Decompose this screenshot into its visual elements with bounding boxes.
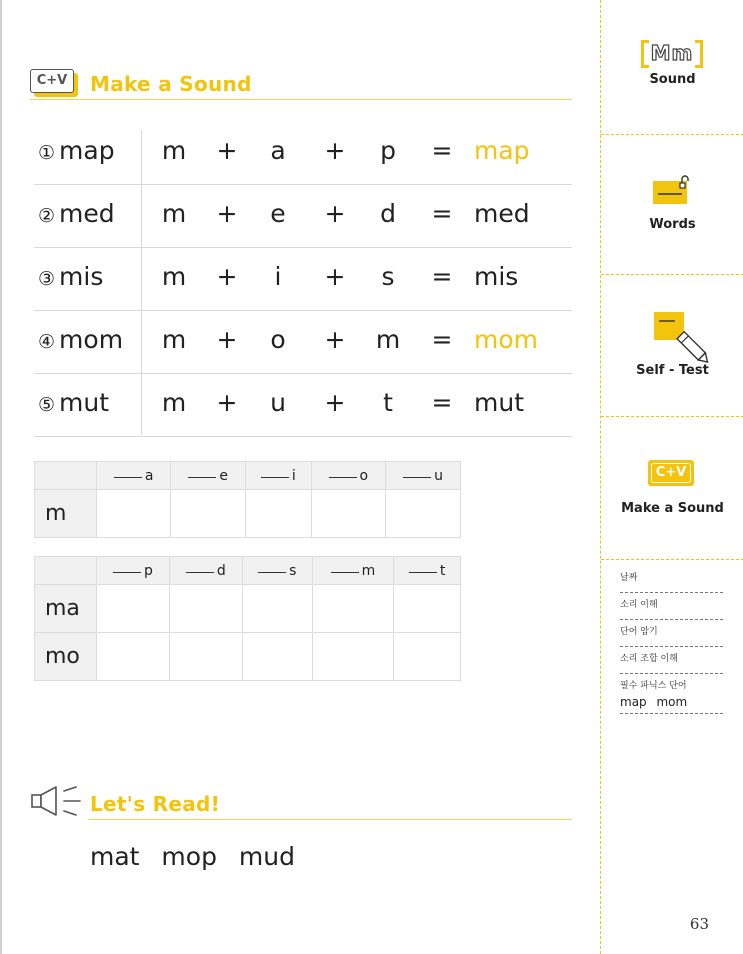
cv-badge-icon: C+V [30, 69, 78, 97]
answer-cell[interactable] [97, 585, 170, 633]
operator-symbol: + [324, 388, 346, 417]
sidebar-label: Words [649, 217, 696, 232]
answer-cell[interactable] [242, 633, 312, 681]
operator-symbol: = [431, 136, 453, 165]
operator-symbol: + [216, 325, 238, 354]
answer-cell[interactable] [312, 633, 393, 681]
checklist-item[interactable]: 단어 암기 [620, 620, 723, 647]
mm-badge-icon: Mm [641, 40, 703, 68]
operator-symbol: + [324, 262, 346, 291]
word-text: map [59, 136, 115, 165]
vowel-grid [34, 461, 461, 538]
sidebar-label: Self - Test [636, 363, 709, 378]
sidebar-item-words[interactable] [601, 135, 743, 275]
grid-row-label: m [35, 490, 97, 538]
equation-result: med [474, 199, 530, 228]
answer-cell[interactable] [169, 633, 242, 681]
grid-row-label: mo [35, 633, 97, 681]
checklist-item[interactable]: 날짜 [620, 566, 723, 593]
equation-row [34, 122, 572, 185]
read-words: mat mop mud [90, 842, 295, 871]
operator-symbol: = [431, 388, 453, 417]
grid-header-row [35, 462, 461, 490]
operator-symbol: + [324, 325, 346, 354]
answer-cell[interactable] [312, 585, 393, 633]
equation-word [38, 325, 123, 354]
word-text: mut [59, 388, 110, 417]
grid-row [35, 585, 461, 633]
checklist-item[interactable]: 소리 이해 [620, 593, 723, 620]
grid-header-cell: o [311, 462, 385, 490]
answer-cell[interactable] [171, 490, 245, 538]
operator-symbol: + [324, 199, 346, 228]
equation-row [34, 185, 572, 248]
equation-result: mut [474, 388, 524, 417]
equation-word [38, 136, 115, 165]
sidebar-item-sound[interactable] [601, 0, 743, 135]
grid-corner [35, 462, 97, 490]
operator-symbol: + [216, 136, 238, 165]
padlock-note-icon [652, 175, 692, 205]
answer-cell[interactable] [169, 585, 242, 633]
checklist-item[interactable]: 필수 파닉스 단어 map mom [620, 674, 723, 714]
equation-result: map [474, 136, 530, 165]
item-number: ④ [38, 331, 56, 353]
grid-header-cell: s [242, 557, 312, 585]
operator-symbol: + [216, 262, 238, 291]
grid-header-cell: u [386, 462, 461, 490]
letter-part: e [270, 199, 286, 228]
item-number: ② [38, 205, 56, 227]
progress-checklist [620, 566, 723, 714]
letter-part: m [161, 262, 187, 291]
grid-header-cell: i [245, 462, 311, 490]
sidebar-label: Make a Sound [621, 501, 724, 516]
equation-word [38, 262, 103, 291]
word-text: mis [59, 262, 104, 291]
page-edge [0, 0, 2, 954]
speaker-icon [30, 786, 86, 816]
consonant-grid [34, 556, 461, 681]
sidebar-label: Sound [649, 72, 696, 87]
grid-row [35, 633, 461, 681]
answer-cell[interactable] [97, 490, 171, 538]
checklist-words: map mom [620, 695, 688, 709]
grid-header-cell: t [394, 557, 461, 585]
grid-header-cell: d [169, 557, 242, 585]
word-text: med [59, 199, 115, 228]
answer-cell[interactable] [394, 585, 461, 633]
answer-cell[interactable] [97, 633, 170, 681]
answer-cell[interactable] [245, 490, 311, 538]
equation-row [34, 374, 572, 437]
page-number: 63 [689, 915, 709, 933]
letter-part: u [270, 388, 286, 417]
grid-row-label: ma [35, 585, 97, 633]
letter-part: o [270, 325, 286, 354]
sidebar [600, 0, 743, 954]
letter-part: d [380, 199, 396, 228]
letter-part: p [380, 136, 396, 165]
section-title: Make a Sound [90, 72, 252, 96]
letter-part: m [161, 199, 187, 228]
letter-part: m [161, 388, 187, 417]
equation-result: mis [474, 262, 519, 291]
letter-part: a [270, 136, 286, 165]
grid-row [35, 490, 461, 538]
equation-table [34, 122, 572, 437]
grid-header-cell: e [171, 462, 245, 490]
equation-word [38, 388, 109, 417]
operator-symbol: = [431, 262, 453, 291]
letter-part: i [274, 262, 282, 291]
operator-symbol: = [431, 325, 453, 354]
make-a-sound-header [30, 68, 572, 100]
operator-symbol: = [431, 199, 453, 228]
operator-symbol: + [216, 199, 238, 228]
grid-header-cell: m [312, 557, 393, 585]
equation-row [34, 311, 572, 374]
item-number: ③ [38, 268, 56, 290]
item-number: ① [38, 142, 56, 164]
answer-cell[interactable] [394, 633, 461, 681]
answer-cell[interactable] [386, 490, 461, 538]
word-text: mom [59, 325, 124, 354]
grid-header-cell: a [97, 462, 171, 490]
grid-corner [35, 557, 97, 585]
letter-part: m [161, 136, 187, 165]
section-title: Let's Read! [90, 792, 221, 816]
operator-symbol: + [324, 136, 346, 165]
equation-result: mom [474, 325, 539, 354]
letter-part: m [161, 325, 187, 354]
grid-header-row [35, 557, 461, 585]
answer-cell[interactable] [242, 585, 312, 633]
letter-part: t [383, 388, 393, 417]
equation-row [34, 248, 572, 311]
cv-badge-icon: C+V [648, 460, 698, 490]
letter-part: m [375, 325, 401, 354]
sidebar-item-self-test[interactable] [601, 275, 743, 417]
grid-header-cell: p [97, 557, 170, 585]
operator-symbol: + [216, 388, 238, 417]
letter-part: s [381, 262, 395, 291]
pencil-note-icon [653, 311, 709, 363]
checklist-item[interactable]: 소리 조합 이해 [620, 647, 723, 674]
equation-word [38, 199, 115, 228]
item-number: ⑤ [38, 394, 56, 416]
sidebar-item-make-a-sound[interactable] [601, 417, 743, 560]
answer-cell[interactable] [311, 490, 385, 538]
lets-read-header [88, 788, 572, 820]
